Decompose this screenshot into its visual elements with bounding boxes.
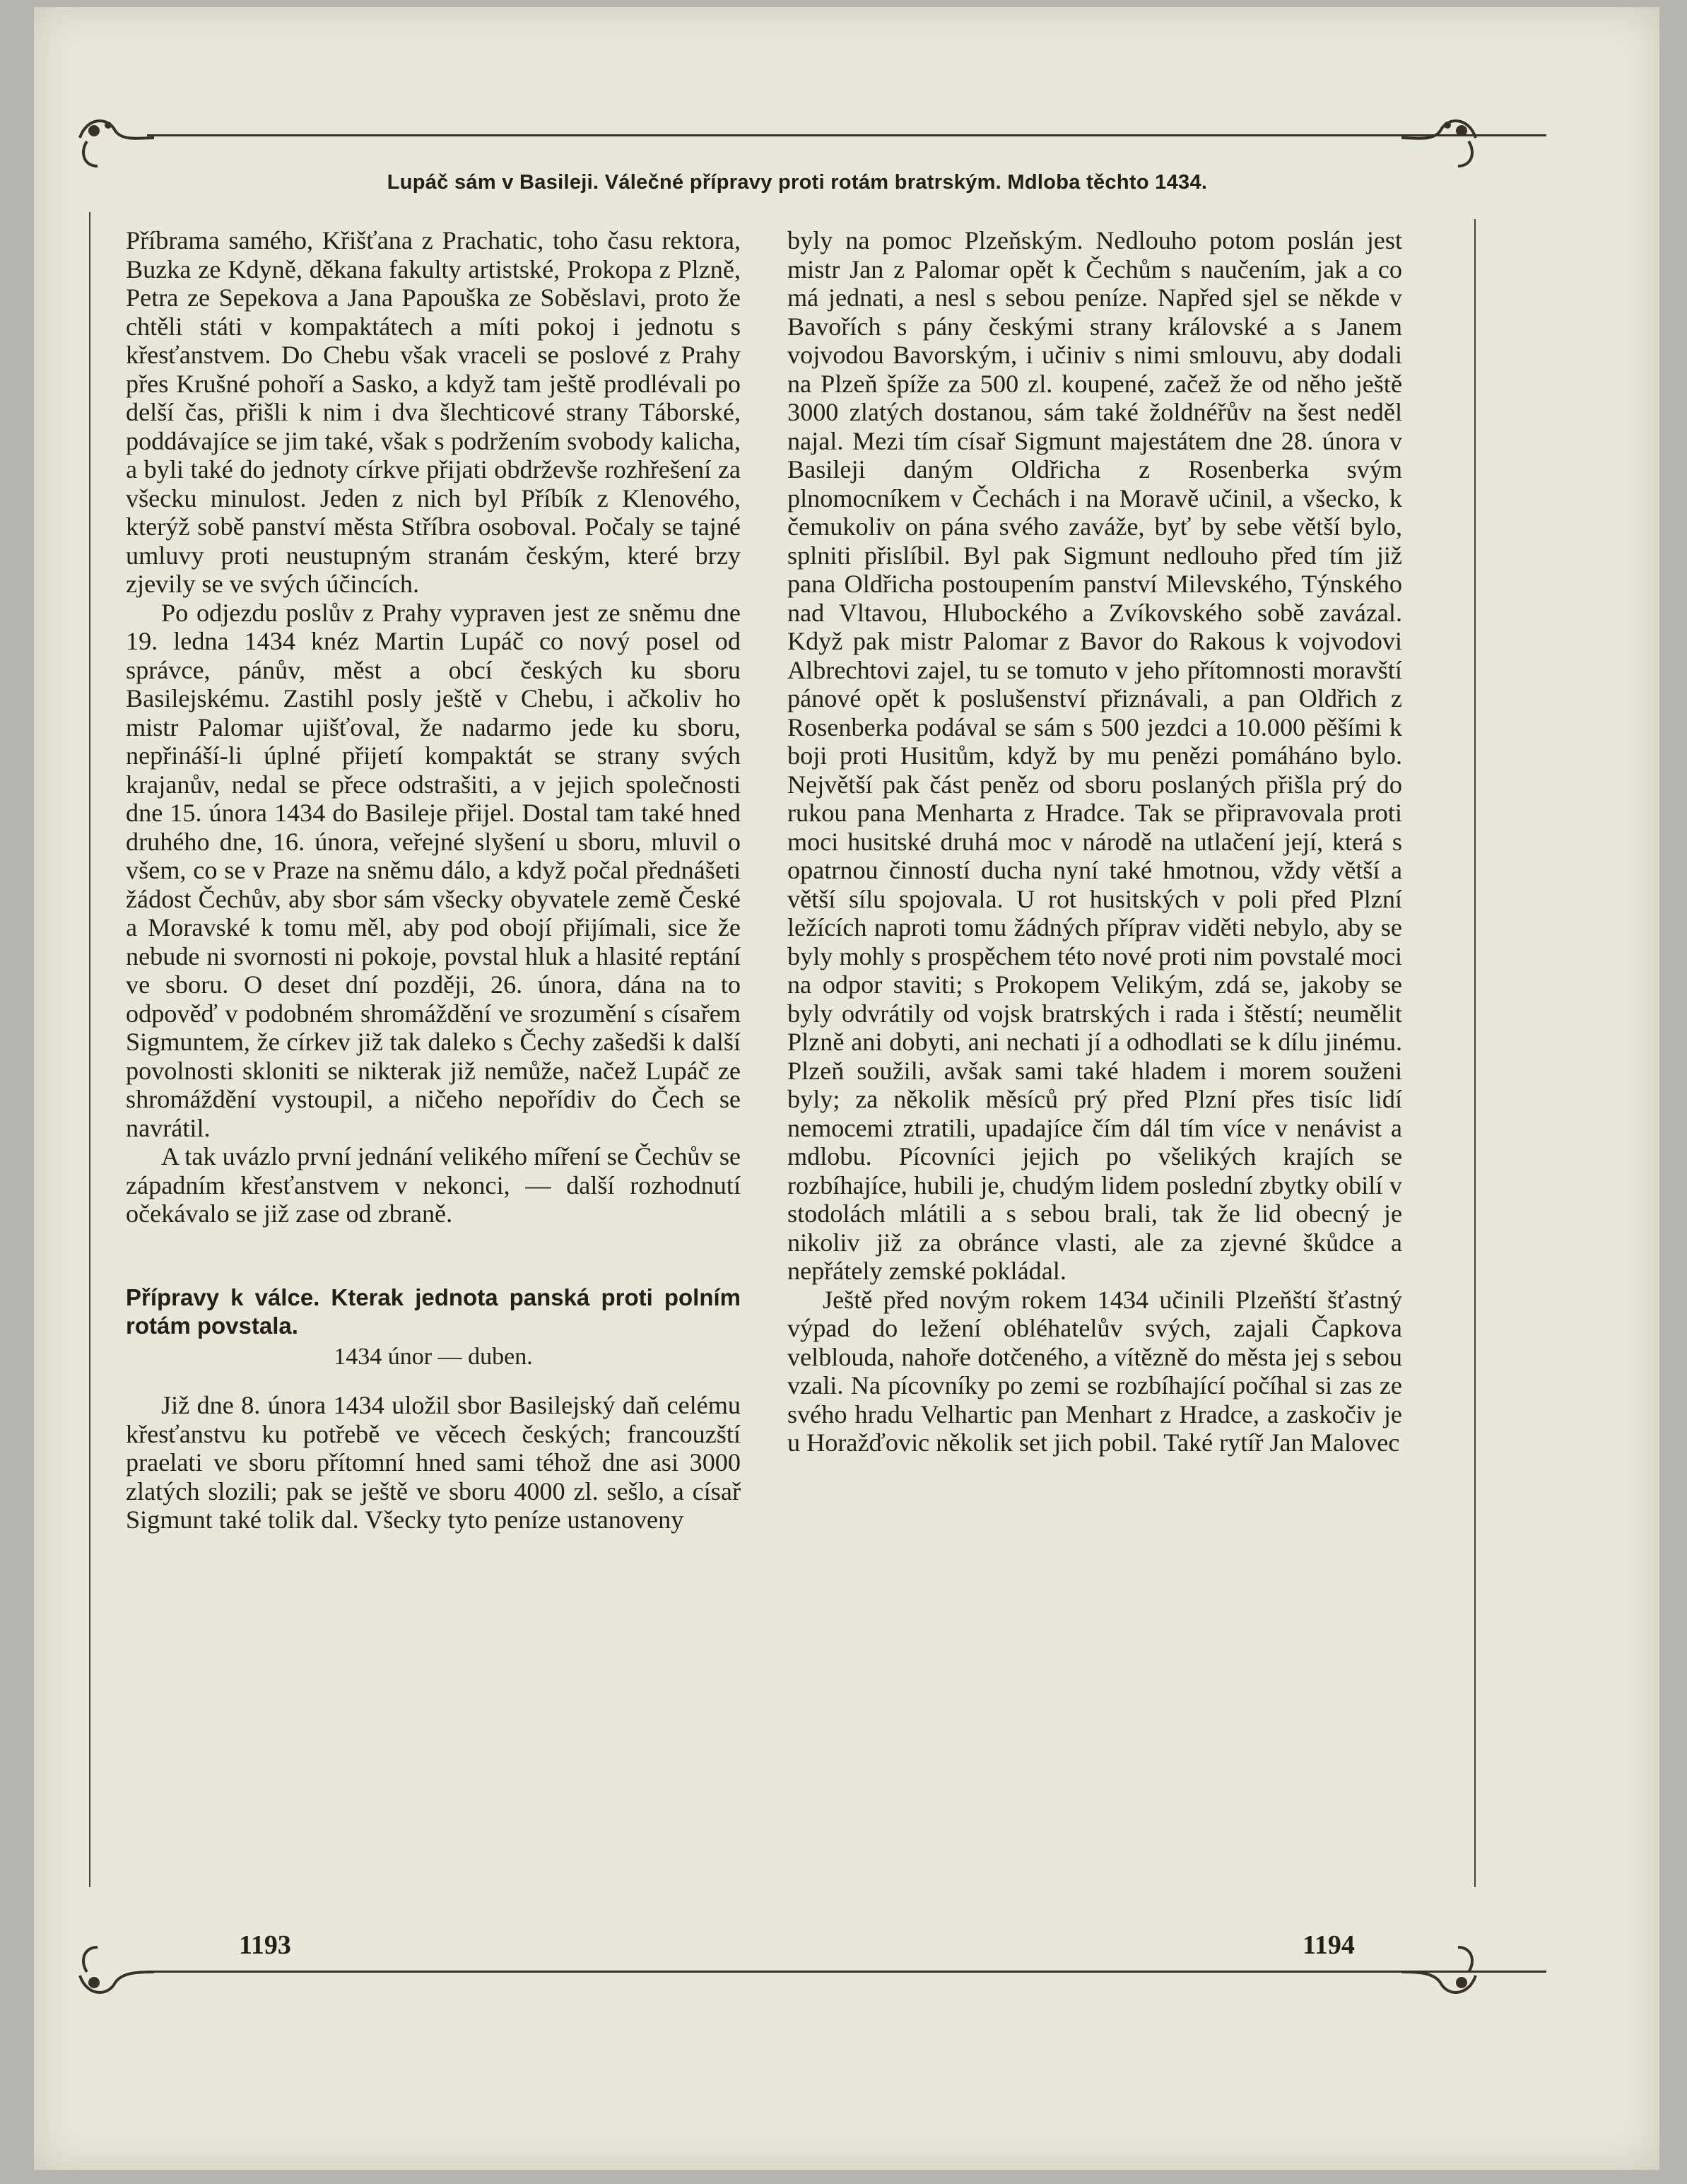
page-number-right: 1194 <box>1303 1930 1355 1960</box>
right-paragraph-2: Ještě před novým rokem 1434 učinili Plzeňští šťastný výpad do ležení obléhatelův svých, zajali Čapkova velblouda, nahoře dotčeného, a vítězně do města jej s sebou vzali. Na pícovníky po zemi se rozbíhající počíhal si zas ze svého hradu Velhartic pan Menhart z Hradce, a zaskočiv je u Horažďovic několik set jich pobil. Také rytíř Jan Malovec <box>787 1285 1402 1457</box>
section-date: 1434 únor — duben. <box>334 1343 533 1370</box>
ornament-top-left-icon <box>73 110 158 173</box>
right-paragraph-1: byly na pomoc Plzeňským. Nedlouho potom poslán jest mistr Jan z Palomar opět k Čechům s naučením, jak a co má jednati, a nesl s sebou peníze. Napřed sjel se někde v Bavořích s pány českými strany královské a s Janem vojvodou Bavorským, i učiniv s nimi smlouvu, aby dodali na Plzeň špíže za 500 zl. koupené, začež že od něho ještě 3000 zlatých dostanou, sám také žoldnéřův na šest neděl najal. Mezi tím císař Sigmunt majestátem dne 28. února v Basileji daným Oldřicha z Rosenberka svým plnomocníkem v Čechách i na Moravě učinil, a všecko, k čemukoliv on pána svého zaváže, byť by sebe větší bylo, splniti přislíbil. Byl pak Sigmunt nedlouho před tím již pana Oldřicha postoupením panství Milevského, Týnského nad Vltavou, Hlubockého a Zvíkovského sobě zavázal. Když pak mistr Palomar z Bavor do Rakous k vojvodovi Albrechtovi zajel, tu se tomuto v jeho přítomnosti moravští pánové opět k poslušenství přiznávali, a pan Oldřich z Rosenberka podával se sám s 500 jezdci a 10.000 pěšími k boji proti Husitům, když by mu penězi pomáháno bylo. Největší pak část peněz od sboru poslaných přišla prý do rukou pana Menharta z Hradce. Tak se připravovala proti moci husitské druhá moc v národě na utlačení její, která s opatrnou činností ducha nyní také hmotnou, vždy větší a větší sílu spojovala. U rot husitských v poli před Plzní ležících naproti tomu žádných příprav viděti nebylo, aby se byly mohly s prospěchem této nové proti nim povstalé moci na odpor staviti; s Prokopem Velikým, zdá se, jakoby se byly odvrátily od vojsk bratrských i rada i štěstí; neumělit Plzně ani dobyti, ani nechati jí a odhodlati se k dílu jinému. Plzeň soužili, avšak sami také hladem i morem souženi byly; za několik měsíců prý před Plzní přes tisíc lidí nemocemi ztratili, upadajíce čím dál tím více v nenávist a mdlobu. Pícovníci jejich po všelikých krajích se rozbíhajíce, hubili je, chudým lidem poslední zbytky obilí v stodolách mlátili a s sebou brali, tak že lid obecný je nikoliv již za obránce vlasti, ale za zjevné škůdce a nepřátely zemské pokládal. <box>787 226 1402 1285</box>
ornament-top-right-icon <box>1398 110 1483 173</box>
book-page <box>34 7 1659 2170</box>
bottom-border-rule <box>147 1971 1546 1973</box>
right-border-rule <box>1474 219 1476 1887</box>
page-number-left: 1193 <box>239 1930 291 1960</box>
left-paragraph-1: Příbrama samého, Křišťana z Prachatic, toho času rektora, Buzka ze Kdyně, děkana fakulty artistské, Prokopa z Plzně, Petra ze Sepekova a Jana Papouška ze Soběslavi, proto že chtěli státi v kompaktátech a míti pokoj i jednotu s křesťanstvem. Do Chebu však vraceli se poslové z Prahy přes Krušné pohoří a Sasko, a když tam ještě prodlévali po delší čas, přišli k nim i dva šlechticové strany Táborské, poddávajíce se jim také, však s podržením svobody kalicha, a byli také do jednoty církve přijati obdrževše rozhřešení za všecku minulost. Jeden z nich byl Příbík z Klenového, kterýž sobě panství města Stříbra osoboval. Počaly se tajné umluvy proti neustupným stranám českým, které brzy zjevily se ve svých účincích. <box>126 226 741 598</box>
top-border-rule <box>147 134 1546 136</box>
section-heading: Přípravy k válce. Kterak jednota panská proti polním rotám povstala. <box>126 1284 741 1339</box>
section-gap <box>126 1228 741 1284</box>
left-paragraph-4: Již dne 8. února 1434 uložil sbor Basilejský daň celému křesťanstvu ku potřebě ve věcech českých; francouzští praelati ve sboru přítomní hned sami téhož dne asi 3000 zlatých slozili; pak se ještě ve sboru 4000 zl. sešlo, a císař Sigmunt také tolik dal. Všecky tyto peníze ustanoveny <box>126 1391 741 1534</box>
left-column <box>126 226 741 1534</box>
left-paragraph-2: Po odjezdu poslův z Prahy vypraven jest ze sněmu dne 19. ledna 1434 knéz Martin Lupáč co nový posel od správce, pánův, měst a obcí českých ku sboru Basilejskému. Zastihl posly ještě v Chebu, i ačkoliv ho mistr Palomar ujišťoval, že nadarmo jede ku sboru, nepřináší-li úplné přijetí kompaktát se strany svých krajanův, nedal se přece odstrašiti, a v jejich společnosti dne 15. února 1434 do Basileje přijel. Dostal tam také hned druhého dne, 16. února, veřejné slyšení u sboru, mluvil o všem, co se v Praze na sněmu dálo, a když počal přednášeti žádost Čechův, aby sbor sám všecky obyvatele země České a Moravské k tomu měl, aby pod obojí přijímali, sice že nebude ni svornosti ni pokoje, povstal hluk a hlasité reptání ve sboru. O deset dní později, 26. února, dána na to odpověď v podobném shromáždění ve srozumění s císařem Sigmuntem, že církev již tak daleko s Čechy zašedši k další povolnosti skloniti se nikterak již nemůže, načež Lupáč ze shromáždění vystoupil, a ničeho nepořídiv do Čech se navrátil. <box>126 598 741 1142</box>
right-column <box>787 226 1402 1457</box>
left-border-rule <box>89 212 90 1887</box>
running-head: Lupáč sám v Basileji. Válečné přípravy proti rotám bratrským. Mdloba těchto 1434. <box>387 171 1208 194</box>
left-paragraph-3: A tak uvázlo první jednání velikého míření se Čechův se západním křesťanstvem v nekonci, — další rozhodnutí očekávalo se již zase od zbraně. <box>126 1142 741 1228</box>
ornament-bottom-left-icon <box>73 1940 158 2004</box>
